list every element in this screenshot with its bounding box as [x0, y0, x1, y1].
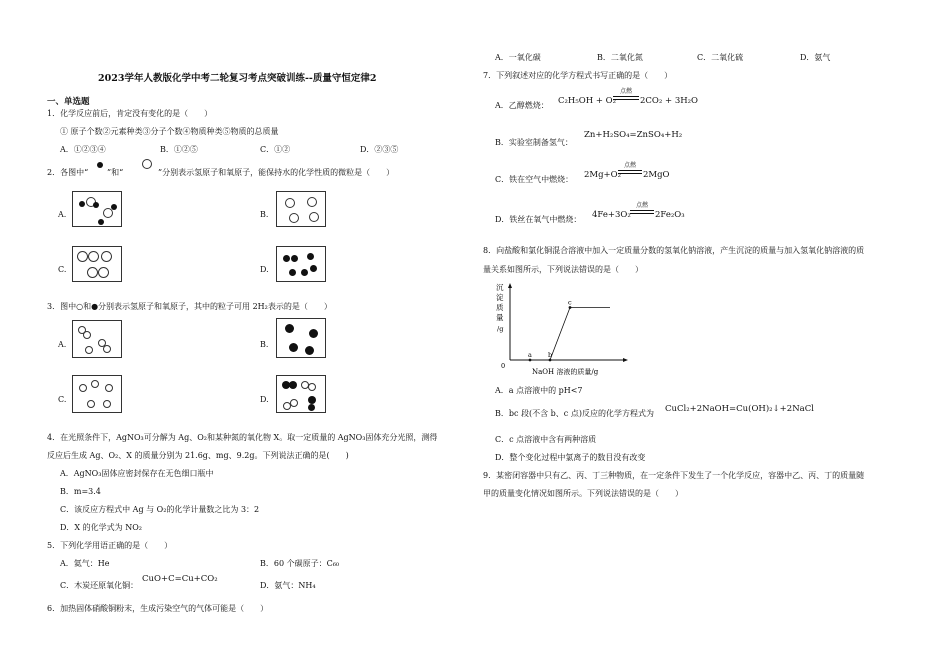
q9-line1: 9．某密闭容器中只有乙、丙、丁三种物质，在一定条件下发生了一个化学反应，容器中乙、丙、丁的质量随	[483, 471, 865, 480]
q6-option-b[interactable]: B．二氧化氮	[597, 53, 643, 62]
q7-option-b[interactable]: B．实验室制备氢气：	[495, 138, 573, 147]
q3-stem: 3．图中○和●分别表示氢原子和氧原子，其中的粒子可用 2H₂表示的是（ ）	[47, 302, 332, 311]
q3-label-c[interactable]: C.	[58, 395, 67, 404]
q7-eq-b: Zn+H₂SO₄=ZnSO₄+H₂	[584, 130, 683, 140]
q4-option-a[interactable]: A．AgNO₃固体应密封保存在无色细口瓶中	[60, 469, 214, 478]
point-b	[549, 359, 552, 362]
q7-option-c[interactable]: C．铁在空气中燃烧：	[495, 175, 574, 184]
ylabel-char-4: 量	[496, 313, 504, 322]
section-heading: 一、单选题	[47, 97, 90, 107]
q5-option-a[interactable]: A．氦气：He	[60, 559, 110, 568]
q4-option-d[interactable]: D．X 的化学式为 NO₂	[60, 523, 142, 532]
point-label-a: a	[528, 351, 532, 359]
q2-option-a-diagram[interactable]	[72, 191, 122, 227]
q6-option-c[interactable]: C．二氧化硫	[697, 53, 744, 62]
q2-stem-c: ”分别表示氢原子和氧原子，能保持水的化学性质的微粒是（ ）	[158, 168, 395, 177]
q7-eq-d-right: 2Fe₂O₃	[655, 210, 685, 220]
q6-option-a[interactable]: A．一氧化碳	[495, 53, 541, 62]
series-line	[510, 308, 610, 361]
q1-option-d[interactable]: D．②③⑤	[360, 145, 399, 154]
page-title: 2023学年人教版化学中考二轮复习考点突破训练--质量守恒定律2	[98, 73, 377, 84]
q2-label-d[interactable]: D.	[260, 265, 269, 274]
q2-label-a[interactable]: A.	[58, 210, 67, 219]
origin-label: 0	[501, 362, 506, 370]
q2-label-b[interactable]: B.	[260, 210, 269, 219]
q5-option-b[interactable]: B．60 个碳原子：C₆₀	[260, 559, 340, 568]
ylabel-char-5: /g	[497, 325, 504, 333]
q3-option-d-diagram[interactable]	[276, 375, 326, 413]
q3-label-b[interactable]: B.	[260, 340, 269, 349]
q3-option-a-diagram[interactable]	[72, 320, 122, 358]
ylabel-char-2: 淀	[496, 293, 504, 302]
precipitate-chart	[492, 282, 632, 378]
q6-option-d[interactable]: D．氨气	[800, 53, 831, 62]
q7-option-d[interactable]: D．铁丝在氧气中燃烧：	[495, 215, 582, 224]
q7-stem: 7．下列叙述对应的化学方程式书写正确的是（ ）	[483, 71, 673, 80]
q5-equation-c: CuO+C=Cu+CO₂	[142, 574, 218, 584]
q8-option-c[interactable]: C．c 点溶液中含有两种溶质	[495, 435, 597, 444]
q1-option-b[interactable]: B．①②⑤	[160, 145, 198, 154]
q7-eq-a-right: 2CO₂ + 3H₂O	[640, 96, 699, 106]
black-atom-icon	[97, 162, 103, 168]
point-label-b: b	[548, 351, 553, 359]
q3-label-a[interactable]: A.	[58, 340, 67, 349]
q2-option-c-diagram[interactable]	[72, 246, 122, 282]
q7-eq-d-left: 4Fe+3O₂	[592, 210, 631, 220]
q2-option-d-diagram[interactable]	[276, 246, 326, 282]
q4-option-b[interactable]: B．m=3.4	[60, 487, 101, 496]
q8-eq-b: CuCl₂+2NaOH=Cu(OH)₂↓+2NaCl	[665, 404, 814, 414]
q2-label-c[interactable]: C.	[58, 265, 67, 274]
q7-eq-c-right: 2MgO	[643, 170, 670, 180]
q5-option-c[interactable]: C．木炭还原氧化铜：	[60, 581, 139, 590]
q7-eq-c-arrow: 点燃	[618, 160, 642, 174]
point-label-c: c	[568, 298, 572, 307]
q1-stem: 1．化学反应前后，肯定没有变化的是（ ）	[47, 109, 213, 118]
q4-line1: 4．在光照条件下，AgNO₃可分解为 Ag、O₂和某种氮的氧化物 X。取一定质量的 AgNO₃固体充分光照，测得	[47, 433, 438, 442]
chart-xlabel: NaOH 溶液的质量/g	[532, 368, 599, 376]
q1-option-c[interactable]: C．①②	[260, 145, 291, 154]
q4-line2: 反应后生成 Ag、O₂、X 的质量分别为 21.6g、mg、9.2g。下列说法正确的是( )	[47, 451, 349, 460]
q1-items: ① 原子个数②元素种类③分子个数④物质种类⑤物质的总质量	[60, 127, 279, 136]
q7-eq-c-left: 2Mg+O₂	[584, 170, 622, 180]
white-atom-icon	[142, 159, 152, 169]
q8-line1: 8．向盐酸和氯化铜混合溶液中加入一定质量分数的氢氧化钠溶液，产生沉淀的质量与加入氢氧化钠溶液的质	[483, 246, 865, 255]
chart-ylabel	[496, 283, 504, 333]
q8-option-b[interactable]: B．bc 段(不含 b、c 点)反应的化学方程式为	[495, 409, 654, 418]
q4-option-c[interactable]: C．该反应方程式中 Ag 与 O₂的化学计量数之比为 3：2	[60, 505, 260, 514]
q9-line2: 甲的质量变化情况如图所示。下列说法错误的是（ ）	[483, 489, 683, 498]
q2-option-b-diagram[interactable]	[276, 191, 326, 227]
q7-eq-a-arrow: 点燃	[613, 86, 639, 100]
ylabel-char-1: 沉	[496, 283, 504, 292]
q8-line2: 量关系如图所示，下列说法错误的是（ ）	[483, 265, 643, 274]
q7-eq-d-arrow: 点燃	[630, 200, 654, 214]
q2-stem-a: 2．各图中“	[47, 168, 89, 177]
y-axis-arrow	[508, 283, 512, 288]
ylabel-char-3: 质	[496, 303, 504, 312]
q1-option-a[interactable]: A．①②③④	[60, 145, 106, 154]
q3-option-c-diagram[interactable]	[72, 375, 122, 413]
q5-option-d[interactable]: D．氨气：NH₄	[260, 581, 316, 590]
point-c	[569, 306, 572, 309]
q2-stem-b: ”和“	[107, 168, 124, 177]
q3-label-d[interactable]: D.	[260, 395, 269, 404]
q8-option-d[interactable]: D．整个变化过程中氯离子的数目没有改变	[495, 453, 646, 462]
point-a	[529, 359, 532, 362]
x-axis-arrow	[623, 358, 628, 362]
q3-option-b-diagram[interactable]	[276, 318, 326, 358]
q8-option-a[interactable]: A．a 点溶液中的 pH<7	[495, 386, 583, 395]
q7-option-a[interactable]: A．乙醇燃烧：	[495, 101, 549, 110]
q7-eq-a-left: C₂H₅OH + O₂	[558, 96, 617, 106]
q5-stem: 5．下列化学用语正确的是（ ）	[47, 541, 173, 550]
q6-stem: 6．加热固体硝酸铜粉末，生成污染空气的气体可能是（ ）	[47, 604, 269, 613]
